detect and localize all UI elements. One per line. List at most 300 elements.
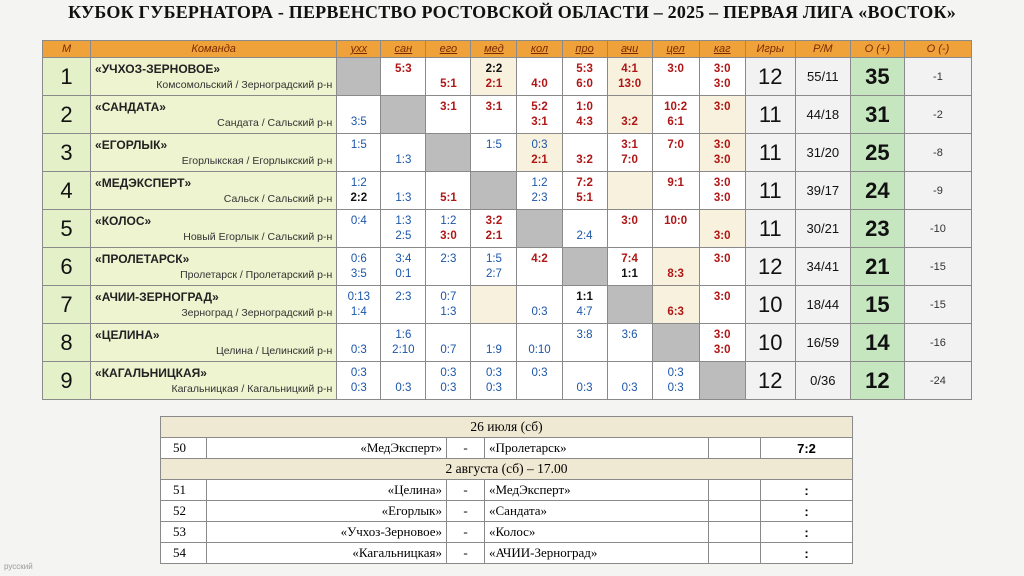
result-cell	[652, 286, 699, 324]
away-score: 4:0	[531, 77, 548, 90]
home-score: 3:0	[713, 290, 731, 303]
result-cell	[426, 248, 471, 286]
home-score: 1:2	[350, 176, 367, 189]
goals-cell: 30/21	[795, 210, 850, 248]
away-score: 3:1	[531, 115, 548, 128]
away-score: 3:0	[713, 153, 731, 166]
home-score	[381, 100, 425, 115]
header-opponent-1: сан	[381, 41, 426, 58]
home-score	[426, 138, 470, 153]
position-cell: 7	[43, 286, 91, 324]
result-cell	[426, 324, 471, 362]
home-score: 3:4	[395, 252, 412, 265]
result-cell	[517, 286, 562, 324]
result-cell	[471, 172, 517, 210]
goals-cell: 16/59	[795, 324, 850, 362]
points-lost-cell: -16	[904, 324, 971, 362]
points-lost-cell: -2	[904, 96, 971, 134]
result-cell	[607, 286, 652, 324]
home-score: 3:1	[621, 138, 638, 151]
away-score: 5:1	[440, 191, 457, 204]
header-opponent-0: ухх	[337, 41, 381, 58]
position-cell: 3	[43, 134, 91, 172]
away-score: 2:5	[395, 229, 412, 242]
team-name: «АЧИИ-ЗЕРНОГРАД»	[95, 290, 219, 304]
home-score: 1:3	[395, 214, 412, 227]
goals-cell: 55/11	[795, 58, 850, 96]
result-cell	[652, 362, 699, 400]
away-score	[653, 191, 699, 206]
away-score	[563, 267, 607, 282]
home-score	[563, 252, 607, 267]
result-cell	[652, 210, 699, 248]
away-score	[426, 267, 470, 282]
games-cell: 11	[745, 210, 795, 248]
home-score: 10:0	[664, 214, 688, 227]
result-cell	[562, 96, 607, 134]
team-location: Целина / Целинский р-н	[215, 345, 333, 357]
home-score	[337, 328, 380, 343]
result-cell	[471, 210, 517, 248]
points-lost-cell: -8	[904, 134, 971, 172]
schedule-match-row	[161, 543, 853, 564]
schedule-table	[160, 416, 853, 564]
games-cell: 11	[745, 172, 795, 210]
games-cell: 12	[745, 58, 795, 96]
team-cell	[91, 58, 337, 96]
result-cell	[426, 172, 471, 210]
away-score: 2:7	[485, 267, 502, 280]
games-cell: 12	[745, 248, 795, 286]
team-name: «МЕДЭКСПЕРТ»	[95, 176, 192, 190]
result-cell	[337, 172, 381, 210]
home-team: «Кагальницкая»	[207, 543, 447, 564]
blank-cell	[709, 438, 761, 459]
result-cell	[517, 96, 562, 134]
result-cell	[471, 324, 517, 362]
result-cell	[699, 248, 745, 286]
result-cell	[471, 134, 517, 172]
result-cell	[381, 286, 426, 324]
points-cell: 24	[850, 172, 904, 210]
home-score	[653, 328, 699, 343]
result-cell	[562, 172, 607, 210]
match-number: 52	[161, 501, 207, 522]
team-cell	[91, 324, 337, 362]
team-location: Зерноград / Зерноградский р-н	[181, 307, 333, 319]
result-cell	[381, 134, 426, 172]
result-cell	[517, 248, 562, 286]
away-score: 0:1	[395, 267, 412, 280]
away-score: 4:3	[576, 115, 593, 128]
result-cell	[562, 362, 607, 400]
table-row	[43, 58, 972, 96]
home-score	[563, 138, 607, 153]
away-score: 0:3	[621, 381, 638, 394]
table-row	[43, 248, 972, 286]
away-score	[608, 191, 652, 206]
home-score: 2:3	[395, 290, 412, 303]
away-score: 1:3	[440, 305, 457, 318]
team-location: Сандата / Сальский р-н	[217, 117, 333, 129]
away-score: 3:0	[713, 77, 731, 90]
points-cell: 15	[850, 286, 904, 324]
points-cell: 25	[850, 134, 904, 172]
home-score: 0:4	[350, 214, 367, 227]
team-location: Комсомольский / Зерноградский р-н	[156, 79, 333, 91]
schedule-match-row	[161, 501, 853, 522]
team-location: Сальск / Сальский р-н	[223, 193, 333, 205]
home-score: 1:2	[440, 214, 457, 227]
result-cell	[699, 96, 745, 134]
result-cell	[699, 286, 745, 324]
result-cell	[607, 58, 652, 96]
away-score: 1:1	[621, 267, 638, 280]
games-cell: 11	[745, 134, 795, 172]
points-lost-cell: -1	[904, 58, 971, 96]
away-score: 0:3	[485, 381, 502, 394]
home-score: 7:4	[621, 252, 638, 265]
result-cell	[607, 362, 652, 400]
home-score: 3:0	[713, 62, 731, 75]
points-cell: 23	[850, 210, 904, 248]
away-score: 3:2	[621, 115, 638, 128]
team-cell	[91, 248, 337, 286]
home-team: «МедЭксперт»	[207, 438, 447, 459]
result-cell	[337, 58, 381, 96]
match-score: 7:2	[761, 438, 853, 459]
header-opponent-7: цел	[652, 41, 699, 58]
result-cell	[381, 248, 426, 286]
goals-cell: 44/18	[795, 96, 850, 134]
result-cell	[517, 172, 562, 210]
match-number: 53	[161, 522, 207, 543]
home-score	[471, 328, 516, 343]
away-score	[700, 381, 745, 396]
home-team: «Егорлык»	[207, 501, 447, 522]
home-score: 1:2	[531, 176, 548, 189]
away-score	[700, 305, 745, 320]
away-score: 3:5	[350, 115, 367, 128]
away-score: 3:0	[713, 229, 731, 242]
result-cell	[426, 286, 471, 324]
away-score: 2:1	[485, 77, 503, 90]
match-dash: -	[447, 522, 485, 543]
away-score	[471, 115, 516, 130]
goals-cell: 31/20	[795, 134, 850, 172]
blank-cell	[709, 501, 761, 522]
result-cell	[426, 96, 471, 134]
match-dash: -	[447, 543, 485, 564]
away-score: 7:0	[621, 153, 638, 166]
header-opponent-5: про	[562, 41, 607, 58]
result-cell	[517, 134, 562, 172]
result-cell	[652, 324, 699, 362]
home-score	[608, 100, 652, 115]
points-lost-cell: -15	[904, 286, 971, 324]
away-score	[471, 305, 516, 320]
team-location: Егорлыкская / Егорлыкский р-н	[181, 155, 333, 167]
goals-cell: 39/17	[795, 172, 850, 210]
position-cell: 9	[43, 362, 91, 400]
position-cell: 1	[43, 58, 91, 96]
standings-table	[42, 40, 972, 400]
header-row	[43, 41, 972, 58]
schedule-match-row	[161, 438, 853, 459]
result-cell	[562, 286, 607, 324]
table-row	[43, 324, 972, 362]
home-score: 3:0	[713, 328, 731, 341]
result-cell	[381, 210, 426, 248]
home-team: «Учхоз-Зерновое»	[207, 522, 447, 543]
away-score	[608, 305, 652, 320]
blank-cell	[709, 522, 761, 543]
home-score: 3:6	[621, 328, 638, 341]
result-cell	[607, 172, 652, 210]
schedule-date-row	[161, 459, 853, 480]
team-location: Кагальницкая / Кагальницкий р-н	[171, 383, 333, 395]
away-score: 1:3	[395, 191, 412, 204]
result-cell	[471, 248, 517, 286]
schedule-match-row	[161, 522, 853, 543]
result-cell	[562, 324, 607, 362]
home-score: 3:0	[621, 214, 638, 227]
match-dash: -	[447, 480, 485, 501]
result-cell	[562, 134, 607, 172]
result-cell	[607, 134, 652, 172]
home-score	[700, 366, 745, 381]
match-dash: -	[447, 501, 485, 522]
match-dash: -	[447, 438, 485, 459]
result-cell	[381, 96, 426, 134]
result-cell	[337, 362, 381, 400]
match-score: :	[761, 543, 853, 564]
home-score: 1:5	[350, 138, 367, 151]
home-score: 2:2	[485, 62, 503, 75]
position-cell: 4	[43, 172, 91, 210]
points-lost-cell: -10	[904, 210, 971, 248]
goals-cell: 18/44	[795, 286, 850, 324]
team-cell	[91, 96, 337, 134]
result-cell	[426, 58, 471, 96]
home-score: 3:1	[440, 100, 457, 113]
home-score: 1:5	[485, 138, 502, 151]
team-cell	[91, 172, 337, 210]
position-cell: 6	[43, 248, 91, 286]
match-number: 50	[161, 438, 207, 459]
match-score: :	[761, 522, 853, 543]
match-score: :	[761, 501, 853, 522]
home-score: 2:3	[440, 252, 457, 265]
away-score: 6:3	[667, 305, 684, 318]
home-score	[517, 62, 561, 77]
away-score: 0:3	[440, 381, 457, 394]
away-score	[471, 191, 516, 206]
away-score: 0:3	[350, 381, 367, 394]
result-cell	[381, 362, 426, 400]
home-score	[517, 328, 561, 343]
away-score: 6:0	[576, 77, 593, 90]
away-score	[337, 77, 380, 92]
team-name: «КАГАЛЬНИЦКАЯ»	[95, 366, 207, 380]
home-score	[517, 290, 561, 305]
result-cell	[517, 58, 562, 96]
result-cell	[426, 134, 471, 172]
home-score: 3:0	[713, 252, 731, 265]
away-score: 3:5	[350, 267, 367, 280]
result-cell	[652, 134, 699, 172]
home-score	[471, 290, 516, 305]
result-cell	[652, 172, 699, 210]
away-score: 3:0	[713, 191, 731, 204]
away-score	[381, 77, 425, 92]
away-score	[653, 229, 699, 244]
away-score: 0:7	[440, 343, 457, 356]
away-score: 2:3	[531, 191, 548, 204]
home-score: 4:2	[531, 252, 548, 265]
away-score: 4:7	[576, 305, 593, 318]
home-score	[653, 290, 699, 305]
position-cell: 2	[43, 96, 91, 134]
home-score	[337, 62, 380, 77]
away-score	[517, 229, 561, 244]
blank-cell	[709, 480, 761, 501]
taskbar-language: русский	[4, 562, 33, 571]
result-cell	[699, 210, 745, 248]
away-score	[517, 381, 561, 396]
home-score: 0:3	[350, 366, 367, 379]
home-score	[608, 176, 652, 191]
away-team: «АЧИИ-Зерноград»	[485, 543, 709, 564]
result-cell	[471, 58, 517, 96]
result-cell	[652, 96, 699, 134]
home-score: 3:2	[485, 214, 503, 227]
home-score	[337, 100, 380, 115]
away-score: 6:1	[667, 115, 684, 128]
result-cell	[517, 210, 562, 248]
home-score: 0:3	[485, 366, 502, 379]
home-score	[471, 176, 516, 191]
home-score: 9:1	[667, 176, 684, 189]
home-score	[381, 366, 425, 381]
away-score	[608, 343, 652, 358]
team-name: «ПРОЛЕТАРСК»	[95, 252, 190, 266]
table-row	[43, 172, 972, 210]
away-team: «Колос»	[485, 522, 709, 543]
team-cell	[91, 286, 337, 324]
home-score: 3:8	[576, 328, 593, 341]
table-row	[43, 96, 972, 134]
goals-cell: 0/36	[795, 362, 850, 400]
match-number: 54	[161, 543, 207, 564]
away-score	[337, 229, 380, 244]
result-cell	[337, 324, 381, 362]
result-cell	[426, 210, 471, 248]
position-cell: 5	[43, 210, 91, 248]
away-score: 2:1	[485, 229, 503, 242]
home-score: 3:0	[713, 176, 731, 189]
home-score	[563, 366, 607, 381]
home-score: 5:3	[576, 62, 593, 75]
header-points-plus: О (+)	[850, 41, 904, 58]
away-score	[471, 153, 516, 168]
team-cell	[91, 362, 337, 400]
goals-cell: 34/41	[795, 248, 850, 286]
header-opponent-2: его	[426, 41, 471, 58]
team-location: Пролетарск / Пролетарский р-н	[180, 269, 333, 281]
away-score: 5:1	[576, 191, 593, 204]
away-score: 0:3	[350, 343, 367, 356]
home-score: 10:2	[664, 100, 688, 113]
home-score: 7:0	[667, 138, 684, 151]
header-opponent-8: каг	[699, 41, 745, 58]
header-opponent-4: кол	[517, 41, 562, 58]
home-team: «Целина»	[207, 480, 447, 501]
away-score: 0:3	[667, 381, 684, 394]
home-score	[426, 328, 470, 343]
match-date: 2 августа (сб) – 17.00	[161, 459, 853, 480]
result-cell	[337, 248, 381, 286]
team-location: Новый Егорлык / Сальский р-н	[183, 231, 333, 243]
away-score: 3:0	[713, 343, 731, 356]
home-score: 5:2	[531, 100, 548, 113]
home-score: 5:3	[395, 62, 412, 75]
home-score: 0:3	[667, 366, 684, 379]
result-cell	[607, 96, 652, 134]
points-cell: 35	[850, 58, 904, 96]
home-score: 3:0	[713, 138, 731, 151]
home-score: 1:1	[576, 290, 593, 303]
result-cell	[607, 210, 652, 248]
points-lost-cell: -15	[904, 248, 971, 286]
result-cell	[699, 172, 745, 210]
result-cell	[562, 210, 607, 248]
result-cell	[471, 96, 517, 134]
home-score: 3:0	[713, 100, 731, 113]
result-cell	[652, 248, 699, 286]
result-cell	[381, 172, 426, 210]
away-score: 0:3	[531, 305, 548, 318]
match-number: 51	[161, 480, 207, 501]
result-cell	[381, 58, 426, 96]
home-score: 0:6	[350, 252, 367, 265]
result-cell	[517, 362, 562, 400]
result-cell	[652, 58, 699, 96]
away-score	[653, 77, 699, 92]
table-row	[43, 362, 972, 400]
home-score	[563, 214, 607, 229]
away-score	[426, 115, 470, 130]
home-score	[426, 176, 470, 191]
points-cell: 12	[850, 362, 904, 400]
home-score: 0:7	[440, 290, 457, 303]
away-score: 1:9	[485, 343, 502, 356]
team-name: «ЦЕЛИНА»	[95, 328, 160, 342]
home-score	[653, 252, 699, 267]
home-score: 0:3	[531, 138, 548, 151]
home-score	[381, 138, 425, 153]
games-cell: 11	[745, 96, 795, 134]
points-lost-cell: -24	[904, 362, 971, 400]
result-cell	[699, 324, 745, 362]
home-score: 3:1	[485, 100, 503, 113]
home-score: 0:3	[440, 366, 457, 379]
home-score	[381, 176, 425, 191]
team-cell	[91, 134, 337, 172]
team-cell	[91, 210, 337, 248]
away-score	[426, 153, 470, 168]
match-date: 26 июля (сб)	[161, 417, 853, 438]
